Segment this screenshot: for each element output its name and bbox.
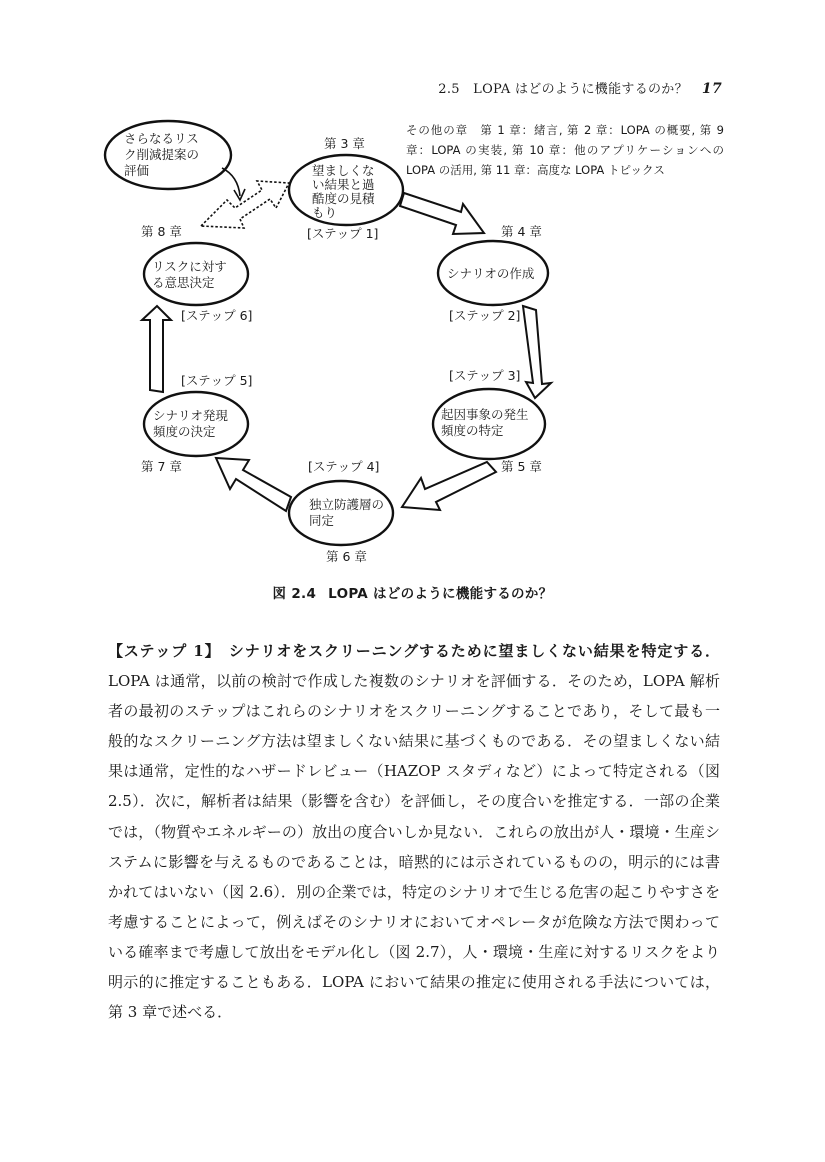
paragraph-text: LOPA は通常，以前の検討で作成した複数のシナリオを評価する．そのため，LOPA 解析者の最初のステップはこれらのシナリオをスクリーニングすることであり，そして最も一般的なスクリーニング方法は望ましくない結果に基づくものである．その望ましくない結果は通常，定性的なハザードレビュー（HAZOP スタディなど）によって特定される（図 2.5）．次に，解析者は結果（影響を含む）を評価し，その度合いを推定する．一部の企業では，（物質やエネルギーの）放出の度合いしか見ない．これらの放出が人・環境・生産システムに影響を与えるものであることは，暗黙的には示されているものの，明示的には書かれてはいない（図 2.6）．別の企業では，特定のシナリオで生じる危害の起こりやすさを考慮することによって，例えばそのシナリオにおいてオペレータが危険な方法で関わっている確率まで考慮して放出をモデル化し（図 2.7），人・環境・生産に対するリスクをより明示的に推定することもある．LOPA において結果の推定に使用される手法については，第 3 章で述べる． [108,672,720,1022]
arrow-step1-to-step2 [400,193,484,234]
chapter-5-label: 第 5 章 [501,459,542,474]
step1-line-3: 酷度の見積 [312,191,375,206]
step6-node-text [152,259,231,290]
step6-line-1: リスクに対す [152,259,227,274]
step2-node-text [447,266,535,281]
lopa-cycle-diagram [0,0,825,575]
paragraph-lead: 【ステップ 1】 シナリオをスクリーニングするために望ましくない結果を特定する． [108,642,720,660]
chapter-8-label: 第 8 章 [141,224,182,239]
step1-line-4: もり [312,205,338,220]
figure-number: 図 2.4 [272,586,317,602]
page-number: 17 [701,81,722,97]
arrow-step3-to-step4 [402,462,496,510]
step1-line-1: 望ましくな [312,163,375,178]
extra-node-line-1: さらなるリス [124,131,199,146]
arrow-step5-to-step6 [142,306,171,392]
step4-line-2: 同定 [309,513,335,528]
step-3-label: [ステップ 3] [449,368,521,383]
section-title: 2.5 LOPA はどのように機能するのか？ [438,82,688,97]
step-6-label: [ステップ 6] [181,308,253,323]
chapter-3-label: 第 3 章 [324,136,365,151]
step2-line-1: シナリオの作成 [447,266,535,281]
arrow-step4-to-step5 [216,458,291,511]
extra-node-line-3: 評価 [124,163,150,178]
figure-title: LOPA はどのように機能するのか？ [328,586,553,602]
step-5-label: [ステップ 5] [181,373,253,388]
step4-node-text [309,497,388,528]
chapter-7-label: 第 7 章 [141,459,182,474]
step5-node-text [153,408,232,439]
step6-line-2: る意思決定 [152,275,215,290]
extra-node-line-2: ク削減提案の [124,147,200,162]
extra-node-text [124,131,203,178]
step5-line-1: シナリオ発現 [153,408,228,423]
step1-node-text [312,163,379,220]
step-2-label: [ステップ 2] [449,308,521,323]
step3-line-1: 起因事象の発生 [441,407,529,422]
chapter-4-label: 第 4 章 [501,224,542,239]
step1-line-2: い結果と過 [312,177,375,192]
dotted-block-arrow [201,181,289,228]
step4-line-1: 独立防護層の [309,497,385,512]
figure-caption [0,582,825,602]
step3-line-2: 頻度の特定 [441,423,504,438]
other-chapters-note: その他の章 第 1 章：緒言, 第 2 章：LOPA の概要, 第 9 章：LOPA の実装, 第 10 章：他のアプリケーションへの LOPA の活用, 第 11 章：高度な LOPA トピックス [406,123,724,177]
step3-node-text [441,407,533,438]
step6-node-ellipse [144,243,248,305]
feedback-curve-arrow [222,168,240,196]
chapter-6-label: 第 6 章 [326,549,367,564]
arrow-step2-to-step3 [523,306,551,398]
step-1-label: [ステップ 1] [307,226,379,241]
step-4-label: [ステップ 4] [308,459,380,474]
step5-line-2: 頻度の決定 [153,424,216,439]
step4-node-ellipse [289,481,393,545]
body-paragraph [108,636,720,1027]
